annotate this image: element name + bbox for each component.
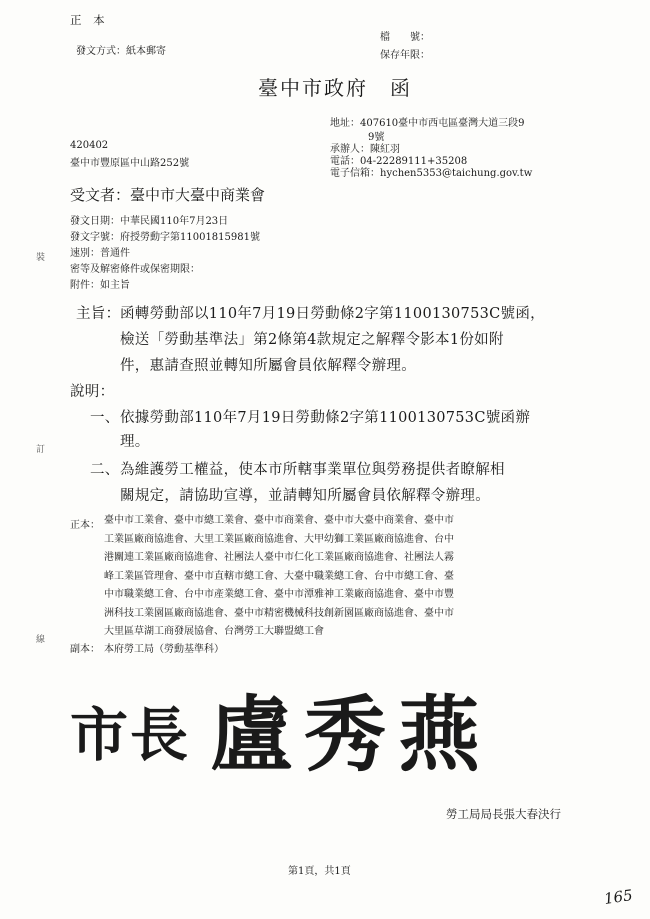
- explanation-item-2-line-2: 關規定，請協助宣導，並請轉知所屬會員依解釋令辦理。: [120, 488, 490, 504]
- subject-line-2: 檢送「勞動基準法」第2條第4款規定之解釋令影本1份如附: [120, 332, 504, 348]
- binding-mark-ding: 訂: [36, 445, 46, 455]
- contact-email: 電子信箱：hychen5353@taichung.gov.tw: [330, 168, 533, 179]
- recipient: 受文者：臺中市大臺中商業會: [70, 186, 266, 204]
- explanation-label: 說明：: [70, 384, 115, 400]
- subject-label: 主旨：: [76, 306, 121, 322]
- distribution-line: 洲科技工業園區廠商協進會、臺中市精密機械科技創新園區廠商協進會、臺中市: [104, 607, 454, 619]
- copy-type: 正 本: [70, 13, 109, 27]
- mayor-signature: [70, 670, 510, 783]
- delegation-signoff: 勞工局局長張大春決行: [446, 807, 561, 821]
- explanation-item-1-line-2: 理。: [120, 434, 150, 450]
- delivery-speed: 速別：普通件: [70, 248, 130, 259]
- contact-phone: 電話：04-22289111+35208: [330, 156, 468, 167]
- retention-label: 保存年限：: [380, 50, 430, 61]
- distribution-label: 正本：: [70, 520, 100, 531]
- recipient-postal-code: 420402: [70, 140, 109, 151]
- recipient-street: 臺中市豐原區中山路252號: [70, 158, 190, 169]
- distribution-line: 臺中市工業會、臺中市總工業會、臺中市商業會、臺中市大臺中商業會、臺中市: [104, 515, 454, 526]
- explanation-item-1-number: 一、: [90, 410, 120, 426]
- handwritten-page-mark: 165: [602, 886, 634, 908]
- sender-address: 地址：407610臺中市西屯區臺灣大道三段9: [330, 118, 525, 129]
- distribution-line: 峰工業區管理會、臺中市直轄市總工會、大臺中職業總工會、台中市總工會、臺: [104, 570, 454, 582]
- subject-line-3: 件，惠請查照並轉知所屬會員依解釋令辦理。: [120, 358, 416, 374]
- binding-mark-xian: 線: [36, 635, 46, 645]
- signature-title: 市長: [70, 701, 191, 769]
- binding-mark-zhuang: 裝: [36, 253, 46, 263]
- page-number: 第1頁，共1頁: [288, 866, 351, 877]
- distribution-line: 港關連工業區廠商協進會、社團法人臺中市仁化工業區廠商協進會、社團法人霧: [104, 552, 454, 563]
- explanation-item-2-line-1: 為維護勞工權益，使本市所轄事業單位與勞務提供者瞭解相: [120, 462, 505, 478]
- distribution-line: 中市職業總工會、台中市產業總工會、臺中市潭雅神工業廠商協進會、臺中市豐: [104, 589, 454, 600]
- explanation-item-2-number: 二、: [90, 462, 120, 478]
- copy-label: 副本：: [70, 644, 100, 655]
- signature-name: 盧秀燕: [210, 687, 493, 783]
- issue-date: 發文日期：中華民國110年7月23日: [70, 216, 229, 227]
- distribution-list: [104, 512, 604, 642]
- contact-person: 承辦人：陳紅羽: [330, 144, 400, 155]
- explanation-item-1-line-1: 依據勞動部110年7月19日勞動條2字第1100130753C號函辦: [120, 410, 531, 426]
- copy-recipient: 本府勞工局（勞動基準科）: [104, 644, 224, 655]
- document-title: 臺中市政府 函: [258, 76, 412, 100]
- attachment: 附件：如主旨: [70, 280, 130, 291]
- distribution-line: 大里區草湖工商發展協會、台灣勞工大聯盟總工會: [104, 626, 324, 637]
- document-number: 發文字號：府授勞動字第11001815981號: [70, 232, 260, 243]
- send-method: 發文方式：紙本郵寄: [76, 46, 166, 57]
- subject-line-1: 函轉勞動部以110年7月19日勞動條2字第1100130753C號函，: [120, 306, 545, 322]
- distribution-line: 工業區廠商協進會、大里工業區廠商協進會、大甲幼獅工業區廠商協進會、台中: [104, 533, 454, 545]
- confidentiality: 密等及解密條件或保密期限：: [70, 264, 200, 275]
- file-no-label: 檔 號：: [380, 32, 430, 43]
- sender-address-cont: 9號: [368, 132, 385, 143]
